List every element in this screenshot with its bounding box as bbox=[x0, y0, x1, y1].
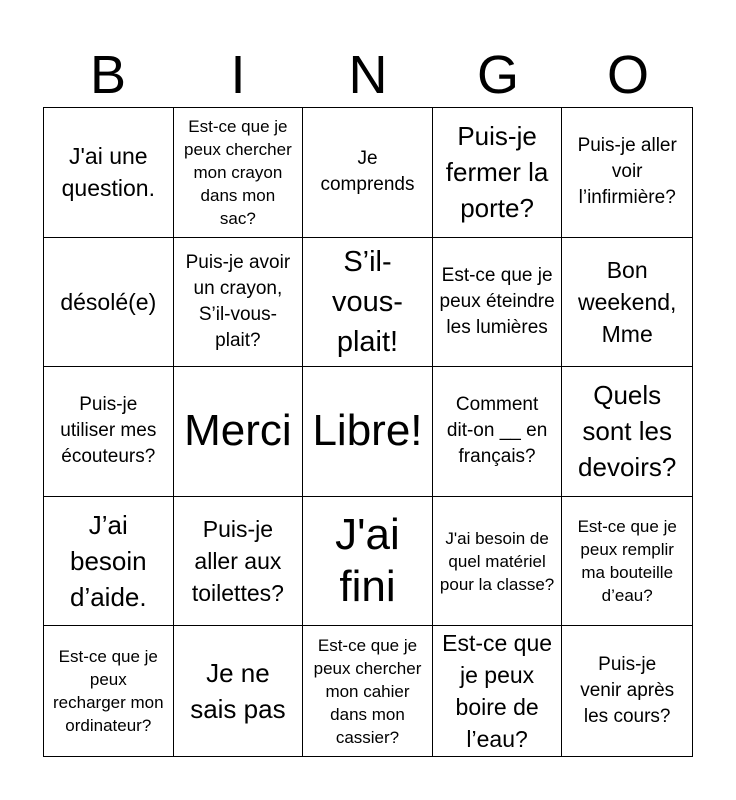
cell-text: Puis-je venir après les cours? bbox=[580, 654, 675, 728]
cell-text: J’ai besoin d’aide. bbox=[69, 510, 147, 613]
bingo-cell[interactable] bbox=[44, 626, 174, 756]
header-letter-b: B bbox=[89, 45, 127, 105]
cell-text: Merci bbox=[184, 406, 292, 456]
cell-text: Est-ce que je peux chercher mon crayon dans mon sac? bbox=[184, 116, 292, 228]
bingo-cell[interactable] bbox=[433, 367, 563, 497]
bingo-board bbox=[43, 107, 693, 757]
header-letter-g: G bbox=[476, 45, 519, 105]
bingo-cell[interactable] bbox=[44, 497, 174, 627]
bingo-cell[interactable] bbox=[433, 108, 563, 238]
cell-text: S’il-vous-plait! bbox=[332, 245, 403, 358]
header-letter-o: O bbox=[606, 45, 649, 105]
bingo-cell[interactable] bbox=[44, 108, 174, 238]
bingo-cell[interactable] bbox=[44, 238, 174, 368]
bingo-cell[interactable] bbox=[433, 238, 563, 368]
cell-text: J'ai besoin de quel matériel pour la classe? bbox=[439, 528, 555, 594]
bingo-cell[interactable] bbox=[303, 108, 433, 238]
cell-text: Puis-je avoir un crayon, S’il-vous-plait? bbox=[185, 251, 291, 351]
bingo-cell[interactable] bbox=[562, 238, 692, 368]
cell-text: Quels sont les devoirs? bbox=[578, 380, 677, 483]
header-letter-i: I bbox=[230, 45, 246, 105]
header-letter-n: N bbox=[348, 45, 388, 105]
bingo-header bbox=[43, 42, 693, 108]
bingo-cell[interactable] bbox=[562, 497, 692, 627]
bingo-cell[interactable] bbox=[174, 238, 304, 368]
cell-text: Est-ce que je peux recharger mon ordinateur? bbox=[53, 647, 164, 736]
cell-text: Libre! bbox=[312, 406, 423, 456]
bingo-cell[interactable] bbox=[303, 238, 433, 368]
cell-text: Puis-je aller aux toilettes? bbox=[191, 516, 284, 607]
cell-text: Bon weekend, Mme bbox=[577, 256, 677, 347]
bingo-cell[interactable] bbox=[174, 497, 304, 627]
cell-text: J'ai une question. bbox=[61, 143, 155, 202]
cell-text: J'ai fini bbox=[335, 510, 400, 612]
cell-text: Comment dit-on __ en français? bbox=[446, 394, 548, 468]
cell-text: Puis-je aller voir l’infirmière? bbox=[577, 135, 677, 209]
bingo-cell[interactable] bbox=[433, 626, 563, 756]
cell-text: Est-ce que je peux boire de l’eau? bbox=[442, 630, 553, 753]
cell-text: Est-ce que je peux remplir ma bouteille d’eau? bbox=[577, 517, 677, 606]
bingo-cell[interactable] bbox=[562, 108, 692, 238]
cell-text: Je comprends bbox=[320, 148, 415, 196]
bingo-cell[interactable] bbox=[174, 626, 304, 756]
bingo-cell[interactable] bbox=[174, 108, 304, 238]
bingo-cell[interactable] bbox=[44, 367, 174, 497]
bingo-cell[interactable] bbox=[562, 626, 692, 756]
bingo-cell[interactable] bbox=[303, 367, 433, 497]
cell-text: désolé(e) bbox=[60, 288, 157, 315]
cell-text: Est-ce que je peux chercher mon cahier dans mon cassier? bbox=[313, 635, 422, 747]
bingo-cell[interactable] bbox=[433, 497, 563, 627]
cell-text: Puis-je utiliser mes écouteurs? bbox=[60, 394, 157, 468]
cell-text: Je ne sais pas bbox=[190, 658, 286, 725]
bingo-cell[interactable] bbox=[303, 497, 433, 627]
cell-text: Est-ce que je peux éteindre les lumières bbox=[439, 264, 555, 338]
cell-text: Puis-je fermer la porte? bbox=[445, 121, 549, 224]
bingo-cell[interactable] bbox=[303, 626, 433, 756]
bingo-cell[interactable] bbox=[174, 367, 304, 497]
bingo-cell[interactable] bbox=[562, 367, 692, 497]
